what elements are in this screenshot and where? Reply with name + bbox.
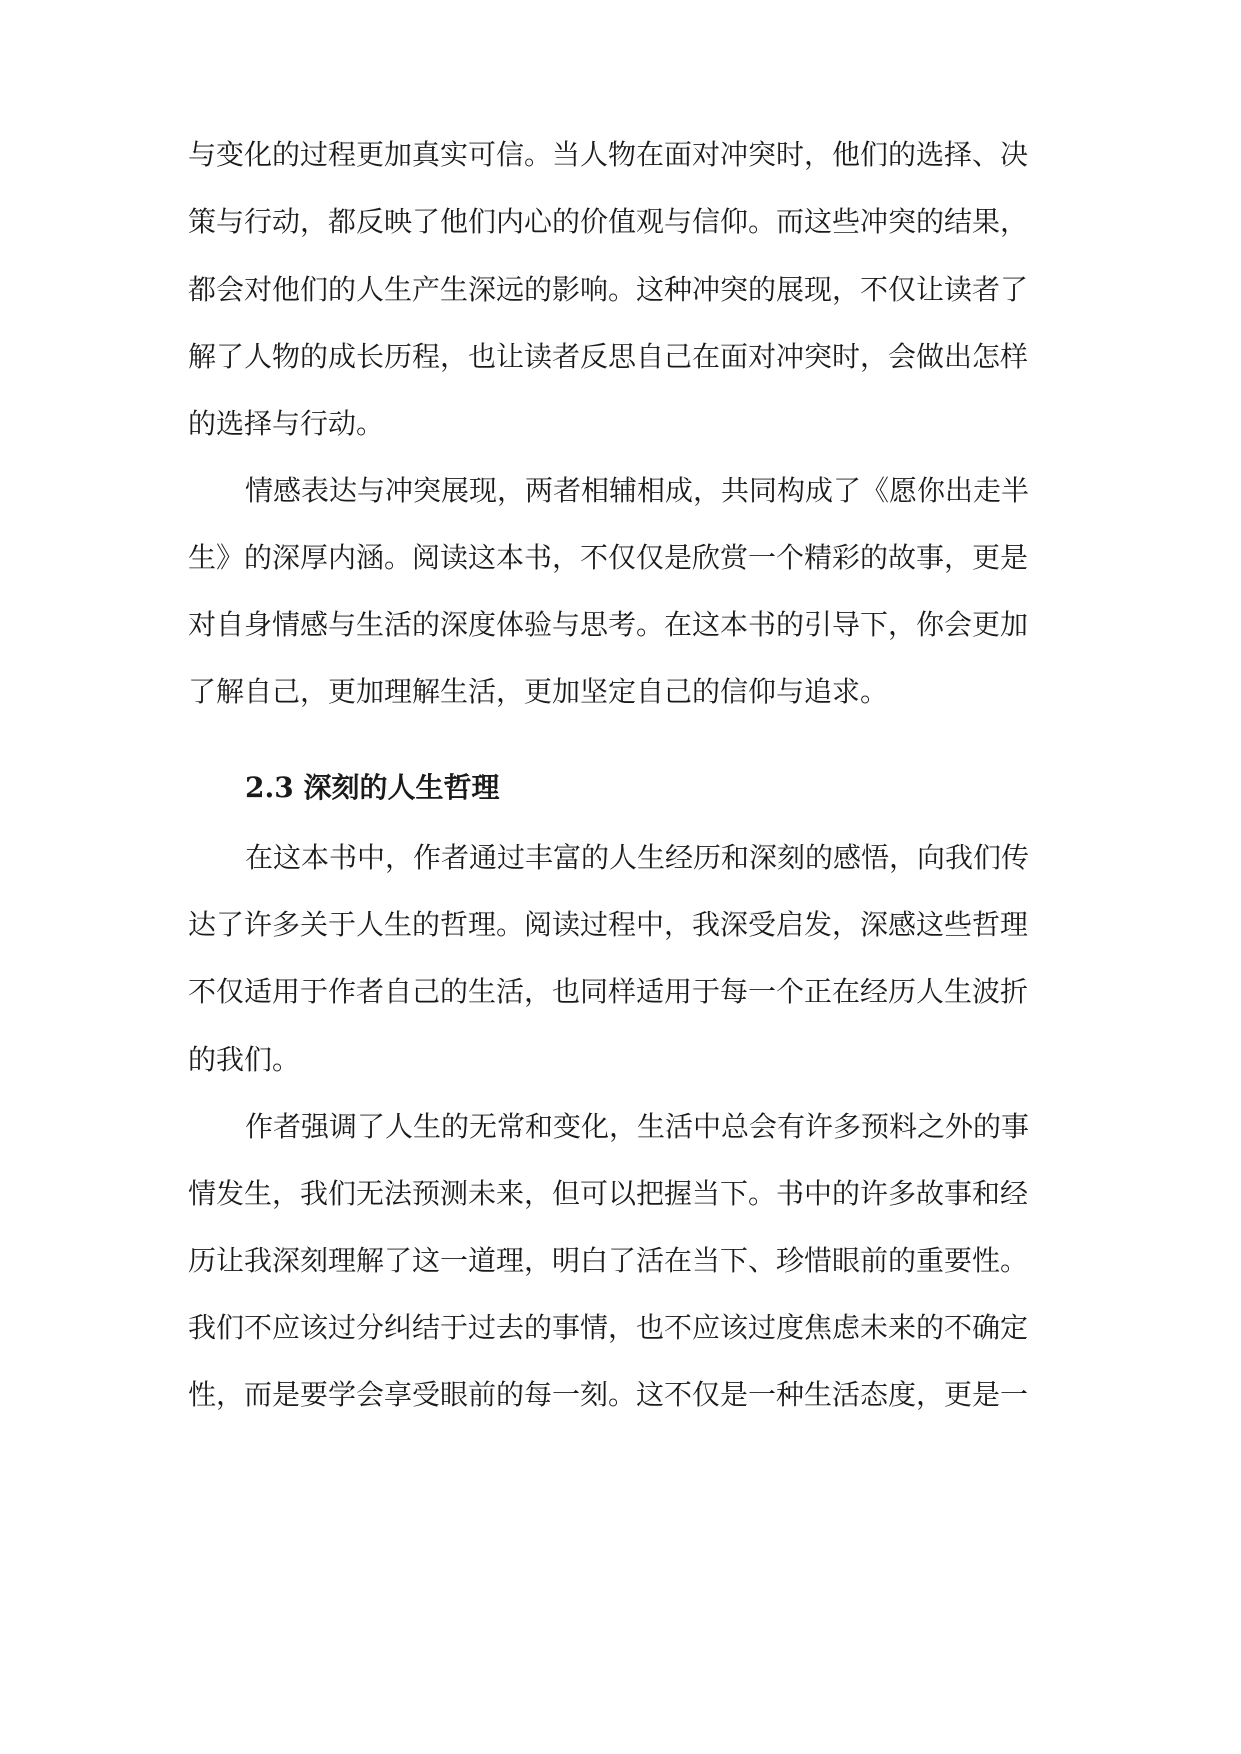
section-paragraph-1-line-1: 在这本书中，作者通过丰富的人生经历和深刻的感悟，向我们传 (245, 841, 1030, 874)
paragraph-2-line-4: 了解自己，更加理解生活，更加坚定自己的信仰与追求。 (188, 675, 889, 708)
paragraph-1-line-2: 策与行动，都反映了他们内心的价值观与信仰。而这些冲突的结果， (188, 205, 1029, 238)
section-paragraph-2-line-2: 情发生，我们无法预测未来，但可以把握当下。书中的许多故事和经 (188, 1177, 1029, 1210)
paragraph-1-line-3: 都会对他们的人生产生深远的影响。这种冲突的展现，不仅让读者了 (188, 273, 1029, 306)
paragraph-2-line-3: 对自身情感与生活的深度体验与思考。在这本书的引导下，你会更加 (188, 608, 1029, 641)
paragraph-1-line-1: 与变化的过程更加真实可信。当人物在面对冲突时，他们的选择、决 (188, 138, 1029, 171)
paragraph-1-line-4: 解了人物的成长历程，也让读者反思自己在面对冲突时，会做出怎样 (188, 340, 1029, 373)
paragraph-2-line-1: 情感表达与冲突展现，两者相辅相成，共同构成了《愿你出走半 (245, 474, 1030, 507)
section-paragraph-2-line-5: 性，而是要学会享受眼前的每一刻。这不仅是一种生活态度，更是一 (188, 1378, 1029, 1411)
paragraph-2-line-2: 生》的深厚内涵。阅读这本书，不仅仅是欣赏一个精彩的故事，更是 (188, 541, 1029, 574)
section-paragraph-2-line-3: 历让我深刻理解了这一道理，明白了活在当下、珍惜眼前的重要性。 (188, 1244, 1029, 1277)
section-paragraph-1-line-4: 的我们。 (188, 1043, 301, 1076)
section-heading: 2.3 深刻的人生哲理 (245, 771, 500, 804)
paragraph-1-line-5: 的选择与行动。 (188, 407, 385, 440)
section-paragraph-1-line-2: 达了许多关于人生的哲理。阅读过程中，我深受启发，深感这些哲理 (188, 908, 1029, 941)
section-paragraph-2-line-4: 我们不应该过分纠结于过去的事情，也不应该过度焦虑未来的不确定 (188, 1311, 1029, 1344)
section-paragraph-1-line-3: 不仅适用于作者自己的生活，也同样适用于每一个正在经历人生波折 (188, 975, 1029, 1008)
section-paragraph-2-line-1: 作者强调了人生的无常和变化，生活中总会有许多预料之外的事 (245, 1110, 1030, 1143)
